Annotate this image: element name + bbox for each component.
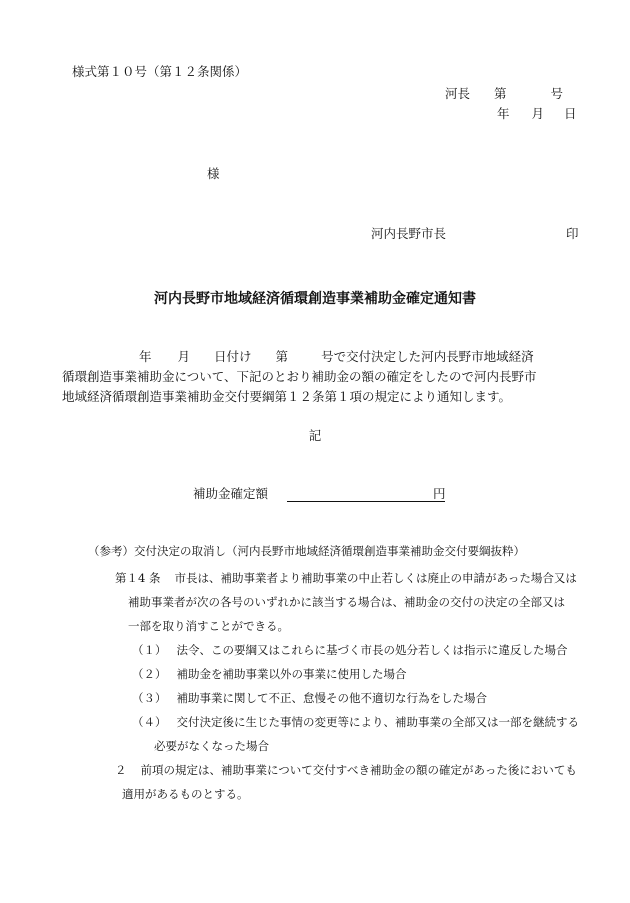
item-4-number: （４）	[132, 715, 167, 729]
body-dai: 第	[275, 349, 289, 364]
document-title: 河内長野市地域経済循環創造事業補助金確定通知書	[154, 291, 476, 307]
article-line-3: 一部を取り消すことができる。	[128, 619, 289, 633]
item-2	[132, 669, 407, 681]
article-line-2: 補助事業者が次の各号のいずれかに該当する場合は、補助金の交付の決定の全部又は	[128, 595, 565, 609]
doc-number-dai: 第	[494, 86, 507, 101]
body-month: 月	[177, 349, 191, 364]
item-3-text: 補助事業に関して不正、怠慢その他不適切な行為をした場合	[176, 691, 487, 705]
item-4	[132, 717, 579, 729]
seal-mark: 印	[566, 226, 579, 241]
date-day: 日	[564, 106, 577, 121]
paragraph-2-text-1: 前項の規定は、補助事業について交付すべき補助金の額の確定があった後においても	[140, 763, 577, 777]
paragraph-2-line-2: 適用があるものとする。	[122, 787, 249, 801]
item-4-text: 交付決定後に生じた事情の変更等により、補助事業の全部又は一部を継続する	[176, 715, 579, 729]
article-text-1: 市長は、補助事業者より補助事業の中止若しくは廃止の申請があった場合又は	[174, 571, 577, 585]
paragraph-2-line-1	[115, 765, 577, 777]
recipient-honorific: 様	[207, 166, 220, 181]
item-1-text: 法令、この要綱又はこれらに基づく市長の処分若しくは指示に違反した場合	[176, 643, 568, 657]
body-year: 年	[139, 349, 152, 364]
date-year: 年	[497, 106, 510, 121]
amount-unit: 円	[433, 486, 446, 501]
article-line-1	[115, 573, 577, 585]
body-dated: 日付け	[214, 349, 252, 364]
reference-heading: （参考）交付決定の取消し（河内長野市地域経済循環創造事業補助金交付要綱抜粋）	[88, 544, 525, 558]
issuer-title: 河内長野市長	[371, 226, 447, 241]
article-number: 第１4 条	[115, 571, 161, 585]
amount-label: 補助金確定額	[193, 486, 269, 501]
item-2-text: 補助金を補助事業以外の事業に使用した場合	[176, 667, 407, 681]
ki-label: 記	[308, 428, 322, 443]
body-line-2: 循環創造事業補助金について、下記のとおり補助金の額の確定をしたので河内長野市	[62, 369, 537, 384]
item-1-number: （１）	[132, 643, 167, 657]
doc-number-go: 号	[550, 86, 564, 101]
paragraph-2-number: ２	[115, 763, 127, 777]
body-line-1-rest: 号で交付決定した河内長野市地域経済	[321, 349, 534, 364]
form-label: 様式第１０号（第１２条関係）	[72, 64, 248, 79]
item-2-number: （２）	[132, 667, 167, 681]
date-month: 月	[531, 106, 545, 121]
item-3-number: （３）	[132, 691, 167, 705]
item-4-continuation: 必要がなくなった場合	[154, 739, 269, 753]
doc-number-prefix: 河長	[445, 86, 471, 101]
item-3	[132, 693, 487, 705]
body-line-3: 地域経済循環創造事業補助金交付要綱第１２条第１項の規定により通知します。	[62, 389, 512, 404]
item-1	[132, 645, 568, 657]
